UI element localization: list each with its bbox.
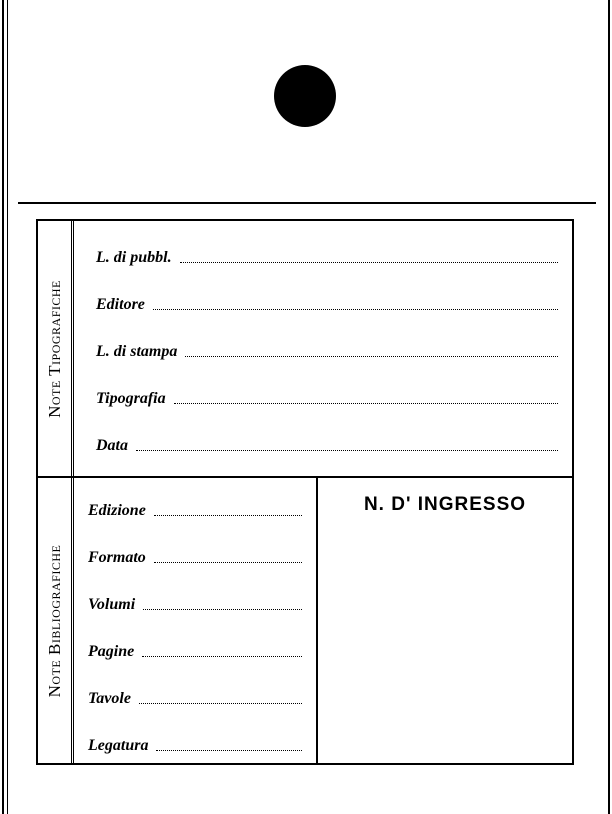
typographic-notes-section	[38, 221, 572, 478]
field-dotted-line	[185, 356, 558, 357]
field-place-of-printing[interactable]	[96, 337, 558, 361]
field-dotted-line	[153, 309, 558, 310]
typographic-notes-band	[38, 221, 74, 476]
section-divider	[316, 478, 318, 763]
field-dotted-line	[154, 515, 302, 516]
field-pages[interactable]	[88, 637, 302, 661]
field-label: Legatura	[88, 737, 149, 754]
field-printer[interactable]	[96, 384, 558, 408]
field-dotted-line	[174, 403, 558, 404]
field-label: Tipografia	[96, 390, 166, 407]
field-place-of-publication[interactable]	[96, 243, 558, 267]
field-label: Pagine	[88, 643, 135, 660]
field-plates[interactable]	[88, 684, 302, 708]
catalog-card-form	[36, 219, 574, 765]
field-label: Data	[96, 437, 128, 454]
punch-hole	[274, 65, 336, 127]
field-dotted-line	[139, 703, 302, 704]
field-dotted-line	[154, 562, 302, 563]
bibliographic-notes-heading: Note Bibliografiche	[44, 544, 64, 697]
field-format[interactable]	[88, 543, 302, 567]
fold-line	[18, 202, 596, 204]
card-right-edge	[608, 0, 610, 814]
field-publisher[interactable]	[96, 290, 558, 314]
field-label: Formato	[88, 549, 146, 566]
field-label: Edizione	[88, 502, 146, 519]
field-date[interactable]	[96, 431, 558, 455]
field-volumes[interactable]	[88, 590, 302, 614]
field-dotted-line	[156, 750, 302, 751]
field-label: L. di pubbl.	[96, 249, 172, 266]
field-edition[interactable]	[88, 496, 302, 520]
field-label: L. di stampa	[96, 343, 178, 360]
card-left-edge	[2, 0, 4, 814]
field-label: Tavole	[88, 690, 131, 707]
field-dotted-line	[142, 656, 302, 657]
field-dotted-line	[143, 609, 302, 610]
field-label: Volumi	[88, 596, 136, 613]
bibliographic-notes-section	[38, 478, 572, 763]
entry-number-heading: N. D' INGRESSO	[363, 494, 527, 515]
field-binding[interactable]	[88, 731, 302, 755]
bibliographic-notes-band	[38, 478, 74, 763]
typographic-notes-heading: Note Tipografiche	[44, 279, 64, 418]
field-dotted-line	[180, 262, 558, 263]
card-left-inner-edge	[7, 0, 8, 814]
field-label: Editore	[96, 296, 145, 313]
field-dotted-line	[136, 450, 558, 451]
